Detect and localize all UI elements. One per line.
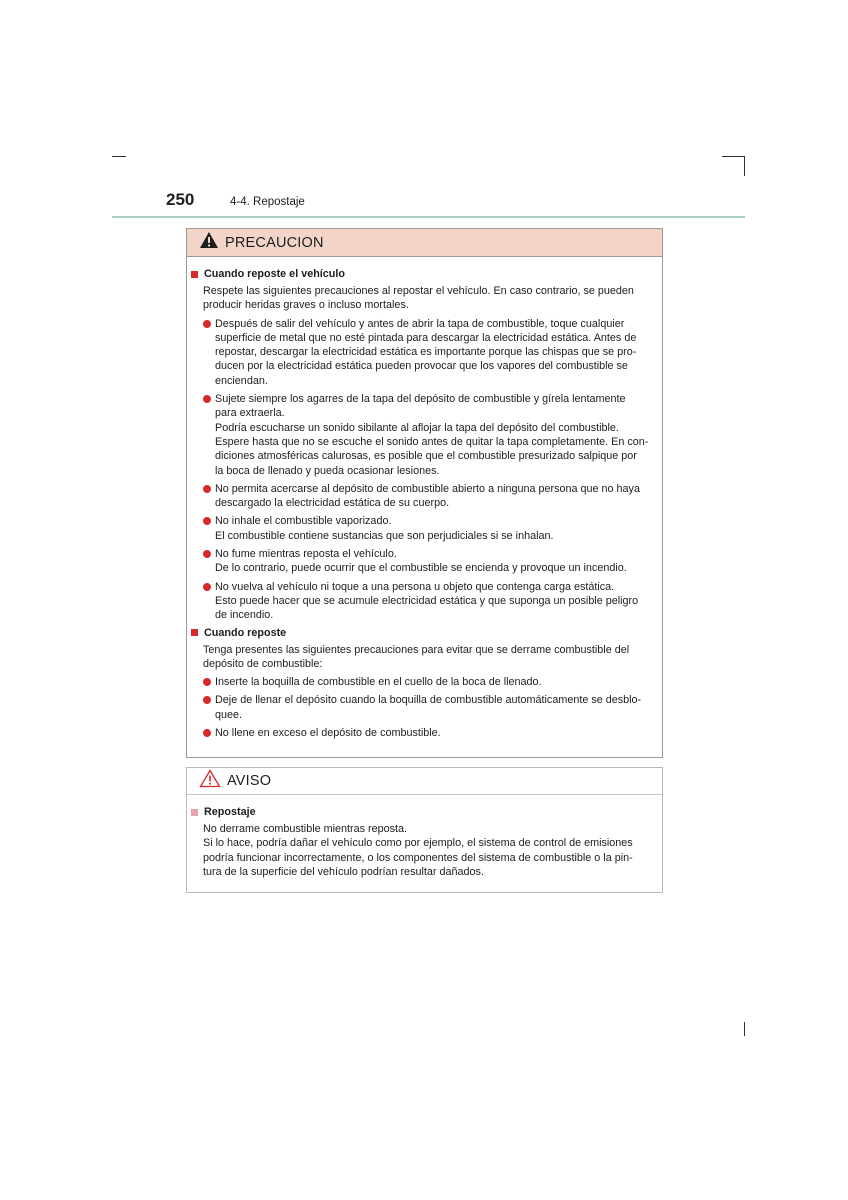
bullet-line: No permita acercarse al depósito de combustible abierto a ninguna persona que no haya <box>215 482 640 495</box>
red-dot-bullet-icon <box>203 729 211 737</box>
bullet-line: repostar, descargar la electricidad estática es importante porque las chispas que se pro- <box>215 346 637 359</box>
bullet-item <box>203 726 654 740</box>
bullet-item <box>203 547 654 576</box>
bullet-line: No inhale el combustible vaporizado. <box>215 515 392 528</box>
notice-paragraph <box>203 822 654 879</box>
caution-title: PRECAUCION <box>225 234 324 251</box>
bullet-item <box>203 482 654 511</box>
red-dot-bullet-icon <box>203 550 211 558</box>
warning-triangle-outline-icon <box>199 769 221 793</box>
bullet-line: diciones atmosféricas calurosas, es posible que el combustible presurizado salpique por <box>215 450 637 463</box>
bullet-item <box>203 693 654 722</box>
red-dot-bullet-icon <box>203 395 211 403</box>
red-dot-bullet-icon <box>203 696 211 704</box>
bullet-line: Espere hasta que no se escuche el sonido antes de quitar la tapa completamente. En con- <box>215 435 649 448</box>
notice-header <box>187 768 662 795</box>
bullet-line: Inserte la boquilla de combustible en el cuello de la boca de llenado. <box>215 676 542 689</box>
bullet-item <box>203 317 654 388</box>
caution-content <box>187 257 662 740</box>
crop-mark-top-right-vertical <box>744 156 745 176</box>
red-dot-bullet-icon <box>203 678 211 686</box>
intro-line: depósito de combustible: <box>203 657 323 670</box>
notice-line: podría funcionar incorrectamente, o los componentes del sistema de combustible o la pin- <box>203 851 633 864</box>
notice-line: No derrame combustible mientras reposta. <box>203 823 408 835</box>
notice-content <box>187 795 662 879</box>
red-dot-bullet-icon <box>203 517 211 525</box>
bullet-line: Podría escucharse un sonido sibilante al aflojar la tapa del depósito del combustible. <box>215 421 619 434</box>
bullet-line: descargado la electricidad estática de su cuerpo. <box>215 497 450 510</box>
bullet-item <box>203 580 654 623</box>
bullet-line: De lo contrario, puede ocurrir que el combustible se encienda y provoque un incendio. <box>215 562 627 575</box>
warning-triangle-icon <box>199 231 219 254</box>
bullet-item <box>203 392 654 478</box>
crop-mark-bottom-right <box>744 1022 745 1036</box>
intro-line: producir heridas graves o incluso mortales. <box>203 299 409 312</box>
bullet-line: ducen por la electricidad estática pueden provocar que los vapores del combustible se <box>215 360 628 373</box>
notice-subsection-title: Repostaje <box>204 806 256 818</box>
caution-subsection-heading <box>191 268 654 280</box>
red-dot-bullet-icon <box>203 320 211 328</box>
crop-mark-top-left <box>112 156 126 157</box>
caution-box <box>186 228 663 758</box>
bullet-line: Después de salir del vehículo y antes de abrir la tapa de combustible, toque cualquier <box>215 317 625 330</box>
bullet-line: Deje de llenar el depósito cuando la boquilla de combustible automáticamente se desblo- <box>215 694 642 707</box>
bullet-line: para extraerla. <box>215 407 285 420</box>
section-title: 4-4. Repostaje <box>230 196 305 208</box>
caution-intro <box>203 643 654 672</box>
page-header <box>0 188 848 218</box>
bullet-line: No vuelva al vehículo ni toque a una persona u objeto que contenga carga estática. <box>215 580 615 593</box>
header-rule <box>112 216 745 218</box>
bullet-line: No fume mientras reposta el vehículo. <box>215 548 397 561</box>
square-bullet-icon <box>191 629 198 636</box>
bullet-line: No llene en exceso el depósito de combustible. <box>215 727 441 740</box>
bullet-line: enciendan. <box>215 374 268 387</box>
crop-mark-top-right <box>722 156 745 157</box>
intro-line: Respete las siguientes precauciones al repostar el vehículo. En caso contrario, se pueden <box>203 285 634 297</box>
bullet-line: Esto puede hacer que se acumule electricidad estática y que suponga un posible peligro <box>215 594 639 607</box>
square-bullet-icon <box>191 271 198 278</box>
square-bullet-icon <box>191 809 198 816</box>
bullet-line: El combustible contiene sustancias que son perjudiciales si se inhalan. <box>215 529 554 542</box>
bullet-item <box>203 675 654 689</box>
bullet-line: de incendio. <box>215 609 274 622</box>
caution-subsection-title: Cuando reposte <box>204 626 287 639</box>
notice-title: AVISO <box>227 773 272 789</box>
notice-line: Si lo hace, podría dañar el vehículo como por ejemplo, el sistema de control de emisiones <box>203 837 633 850</box>
notice-subsection-heading <box>191 806 654 818</box>
bullet-line: la boca de llenado y pueda ocasionar lesiones. <box>215 464 440 477</box>
bullet-line: superficie de metal que no esté pintada para descargar la electricidad estática. Antes de <box>215 331 637 344</box>
intro-line: Tenga presentes las siguientes precauciones para evitar que se derrame combustible del <box>203 643 630 656</box>
caution-intro <box>203 284 654 313</box>
caution-subsection-heading <box>191 627 654 639</box>
notice-box <box>186 767 663 893</box>
bullet-item <box>203 514 654 543</box>
red-dot-bullet-icon <box>203 485 211 493</box>
red-dot-bullet-icon <box>203 583 211 591</box>
page-number: 250 <box>166 190 195 209</box>
notice-line: tura de la superficie del vehículo podrían resultar dañados. <box>203 865 484 878</box>
caution-header <box>187 229 662 257</box>
bullet-line: quee. <box>215 708 243 721</box>
bullet-line: Sujete siempre los agarres de la tapa del depósito de combustible y gírela lentamente <box>215 393 626 406</box>
caution-subsection-title: Cuando reposte el vehículo <box>204 268 345 280</box>
